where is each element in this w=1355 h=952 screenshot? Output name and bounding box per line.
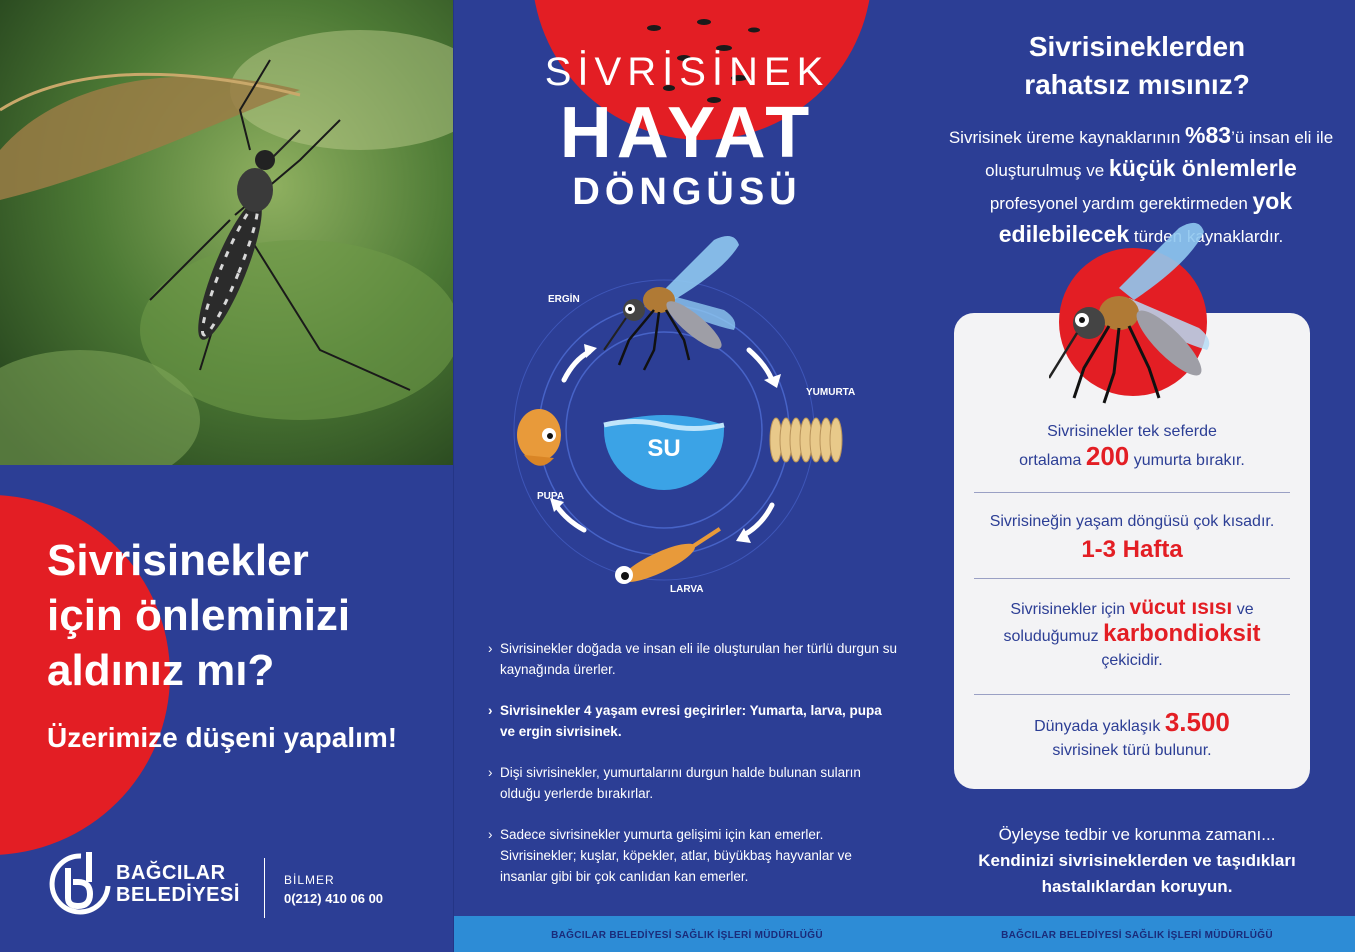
arrow-icon — [749, 350, 772, 380]
bullet-item: › Sivrisinekler doğada ve insan eli ile oluşturulan her türlü durgun su kaynağında ürerler. — [488, 638, 898, 680]
fact-divider — [974, 578, 1290, 579]
fact-divider — [974, 492, 1290, 493]
fact-text: ve — [1232, 601, 1254, 618]
logo-line1: BAĞCILAR — [116, 862, 226, 884]
fact-attraction — [954, 596, 1310, 673]
right-title — [919, 28, 1355, 104]
footer-bar: BAĞCILAR BELEDİYESİ SAĞLIK İŞLERİ MÜDÜRLÜĞÜ — [454, 916, 919, 952]
headline-line: aldınız mı? — [47, 646, 275, 695]
headline-line: için önleminizi — [47, 591, 351, 640]
fact-eggs — [954, 420, 1310, 473]
fact-species — [954, 707, 1310, 763]
intro-text: profesyonel yardım gerektirmeden — [989, 194, 1253, 213]
logo-divider — [264, 858, 265, 918]
logo-emblem-icon — [46, 848, 116, 918]
closing-line-bold: hastalıklardan koruyun. — [1041, 877, 1233, 896]
info-bullets — [488, 638, 898, 907]
bilmer-phone: 0(212) 410 06 00 — [284, 891, 384, 906]
mosquito-illustration-icon — [1049, 218, 1229, 408]
fact-text: soluduğumuz — [1003, 628, 1104, 645]
fact-text: Sivrisineğin yaşam döngüsü çok kısadır. — [989, 513, 1275, 530]
title-dongusu: DÖNGÜSÜ — [572, 171, 802, 213]
title-sivrisinek: SİVRİSİNEK — [544, 50, 830, 94]
life-cycle-diagram — [494, 230, 894, 610]
intro-text: ’ü insan eli ile oluşturulmuş ve — [985, 128, 1334, 180]
logo-line2: BELEDİYESİ — [116, 884, 240, 906]
bilmer-label: BİLMER — [284, 873, 335, 887]
fact-text: çekicidir. — [1101, 652, 1163, 669]
closing-line-bold: Kendinizi sivrisineklerden ve taşıdıkları — [978, 851, 1296, 870]
title-hayat: HAYAT — [559, 93, 815, 173]
intro-highlight: %83 — [1185, 122, 1232, 148]
fact-co2: karbondioksit — [1103, 620, 1261, 647]
bullet-item: › Sivrisinekler 4 yaşam evresi geçirirler: Yumarta, larva, pupa ve ergin sivrisinek. — [488, 700, 898, 742]
fact-text: yumurta bırakır. — [1129, 452, 1245, 469]
middle-panel — [453, 0, 919, 952]
bullet-item: › Dişi sivrisinekler, yumurtalarını durgun halde bulunan suların olduğu yerlerde bırakırlar. — [488, 762, 898, 804]
mosquito-photo — [0, 0, 453, 465]
headline-line: Sivrisinekler — [47, 536, 309, 585]
footer-bar: BAĞCILAR BELEDİYESİ SAĞLIK İŞLERİ MÜDÜRLÜĞÜ — [919, 916, 1355, 952]
stage-pupa: PUPA — [537, 491, 565, 502]
right-panel — [919, 0, 1355, 952]
stage-ergin: ERGİN — [548, 294, 580, 305]
left-headline — [47, 533, 447, 698]
fact-text: Sivrisinekler tek seferde — [1047, 423, 1217, 440]
right-title-line: rahatsız mısınız? — [1024, 69, 1250, 100]
left-subheadline: Üzerimize düşeni yapalım! — [47, 722, 398, 753]
fact-divider — [974, 694, 1290, 695]
fact-duration: 1-3 Hafta — [1081, 536, 1183, 563]
cycle-center-su: SU — [647, 435, 681, 462]
left-panel — [0, 0, 453, 952]
fact-body-heat: vücut ısısı — [1129, 596, 1233, 619]
fact-text: ortalama — [1019, 452, 1086, 469]
fact-text: sivrisinek türü bulunur. — [1052, 742, 1212, 759]
intro-text: Sivrisinek üreme kaynaklarının — [948, 128, 1186, 147]
stage-larva: LARVA — [670, 584, 704, 595]
bullet-item: › Sadece sivrisinekler yumurta gelişimi için kan emerler. Sivrisinekler; kuşlar, köpekler, atlar, büyükbaş hayvanlar ve insanlar gibi bir çok canlıdan kan emerler. — [488, 824, 898, 887]
right-title-line: Sivrisineklerden — [1028, 31, 1246, 62]
right-closing — [919, 822, 1355, 900]
fact-text: Sivrisinekler için — [1010, 601, 1130, 618]
intro-highlight: yok edilebilecek — [998, 188, 1293, 247]
bagcilar-logo — [46, 848, 266, 918]
fact-text: Dünyada yaklaşık — [1034, 718, 1165, 735]
fact-number-200: 200 — [1085, 441, 1130, 471]
stage-yumurta: YUMURTA — [806, 387, 856, 398]
fact-number-3500: 3.500 — [1164, 707, 1230, 737]
fact-lifecycle — [954, 510, 1310, 562]
intro-highlight: küçük önlemlerle — [1108, 155, 1297, 181]
intro-text: türden kaynaklardır. — [1129, 227, 1284, 246]
closing-line: Öyleyse tedbir ve korunma zamanı... — [998, 825, 1276, 844]
